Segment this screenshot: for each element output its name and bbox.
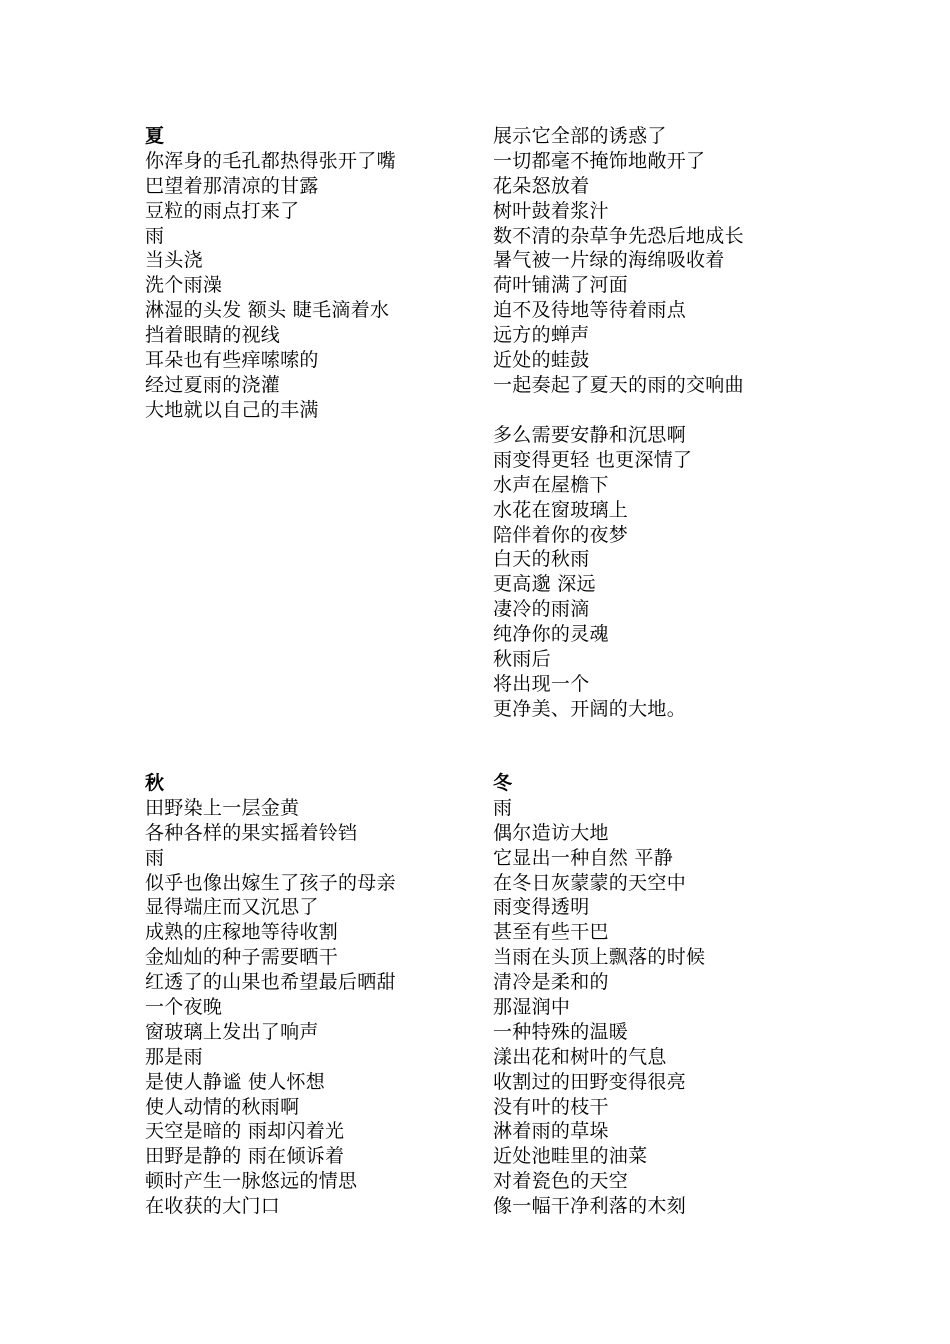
poem-line: 白天的秋雨 (493, 548, 590, 571)
poem-line: 雨 (145, 224, 165, 247)
poem-line: 雨 (145, 846, 165, 869)
summer-section-right (493, 124, 744, 398)
poem-line: 淋湿的头发 额头 睫毛滴着水 (145, 299, 390, 322)
poem-line: 在冬日灰蒙蒙的天空中 (493, 871, 687, 894)
poem-line: 秋雨后 (493, 648, 551, 671)
poem-line: 雨变得更轻 也更深情了 (493, 448, 693, 471)
poem-line: 一种特殊的温暖 (493, 1020, 629, 1043)
poem-line: 没有叶的枝干 (493, 1095, 609, 1118)
poem-line: 当头浇 (145, 249, 203, 272)
autumn-section-right (493, 423, 692, 722)
poem-line: 近处池畦里的油菜 (493, 1145, 648, 1168)
poem-line: 甚至有些干巴 (493, 921, 609, 944)
poem-line: 数不清的杂草争先恐后地成长 (493, 224, 744, 247)
poem-line: 田野是静的 雨在倾诉着 (145, 1145, 345, 1168)
poem-line: 更高邈 深远 (493, 573, 596, 596)
poem-line: 窗玻璃上发出了响声 (145, 1020, 319, 1043)
poem-line: 纯净你的灵魂 (493, 623, 609, 646)
poem-line: 陪伴着你的夜梦 (493, 523, 629, 546)
poem-line: 淋着雨的草垛 (493, 1120, 609, 1143)
summer-heading: 夏 (145, 125, 165, 147)
poem-line: 那湿润中 (493, 996, 571, 1019)
poem-line: 洗个雨澡 (145, 274, 223, 297)
winter-section (493, 771, 705, 1219)
poem-line: 迫不及待地等待着雨点 (493, 299, 687, 322)
poem-line: 天空是暗的 雨却闪着光 (145, 1120, 345, 1143)
poem-line: 树叶鼓着浆汁 (493, 199, 609, 222)
poem-line: 在收获的大门口 (145, 1195, 281, 1218)
poem-line: 各种各样的果实摇着铃铛 (145, 821, 358, 844)
poem-line: 一切都毫不掩饰地敞开了 (493, 149, 706, 172)
poem-line: 顿时产生一脉悠远的情思 (145, 1170, 358, 1193)
poem-line: 一起奏起了夏天的雨的交响曲 (493, 373, 744, 396)
poem-line: 多么需要安静和沉思啊 (493, 424, 687, 446)
poem-line: 水花在窗玻璃上 (493, 498, 629, 521)
poem-line: 耳朵也有些痒嗦嗦的 (145, 349, 319, 372)
poem-line: 是使人静谧 使人怀想 (145, 1070, 326, 1093)
poem-line: 对着瓷色的天空 (493, 1170, 629, 1193)
poem-line: 似乎也像出嫁生了孩子的母亲 (145, 871, 396, 894)
summer-section-left (145, 124, 396, 423)
winter-heading: 冬 (493, 772, 513, 794)
poem-line: 像一幅干净利落的木刻 (493, 1195, 687, 1218)
autumn-heading: 秋 (145, 772, 165, 794)
poem-line: 金灿灿的种子需要晒干 (145, 946, 339, 969)
poem-line: 暑气被一片绿的海绵吸收着 (493, 249, 725, 272)
poem-line: 它显出一种自然 平静 (493, 846, 674, 869)
poem-line: 远方的蝉声 (493, 324, 590, 347)
poem-line: 荷叶铺满了河面 (493, 274, 629, 297)
poem-line: 凄冷的雨滴 (493, 598, 590, 621)
poem-line: 你浑身的毛孔都热得张开了嘴 (145, 149, 396, 172)
poem-line: 清冷是柔和的 (493, 971, 609, 994)
poem-line: 一个夜晚 (145, 996, 223, 1019)
poem-line: 近处的蛙鼓 (493, 349, 590, 372)
poem-line: 成熟的庄稼地等待收割 (145, 921, 339, 944)
poem-line: 展示它全部的诱惑了 (493, 125, 667, 147)
poem-line: 花朵怒放着 (493, 174, 590, 197)
poem-line: 水声在屋檐下 (493, 473, 609, 496)
poem-line: 田野染上一层金黄 (145, 796, 300, 819)
poem-line: 将出现一个 (493, 672, 590, 695)
poem-line: 漾出花和树叶的气息 (493, 1045, 667, 1068)
poem-line: 使人动情的秋雨啊 (145, 1095, 300, 1118)
poem-line: 雨变得透明 (493, 896, 590, 919)
poem-line: 当雨在头顶上飘落的时候 (493, 946, 706, 969)
poem-line: 更净美、开阔的大地。 (493, 697, 687, 720)
poem-line: 红透了的山果也希望最后晒甜 (145, 971, 396, 994)
poem-line: 经过夏雨的浇灌 (145, 373, 281, 396)
poem-line: 巴望着那清凉的甘露 (145, 174, 319, 197)
poem-line: 显得端庄而又沉思了 (145, 896, 319, 919)
poem-line: 偶尔造访大地 (493, 821, 609, 844)
poem-line: 那是雨 (145, 1045, 203, 1068)
poem-line: 雨 (493, 796, 513, 819)
poem-line: 收割过的田野变得很亮 (493, 1070, 687, 1093)
poem-line: 大地就以自己的丰满 (145, 398, 319, 421)
poem-line: 豆粒的雨点打来了 (145, 199, 300, 222)
autumn-section-left (145, 771, 396, 1219)
poem-line: 挡着眼睛的视线 (145, 324, 281, 347)
